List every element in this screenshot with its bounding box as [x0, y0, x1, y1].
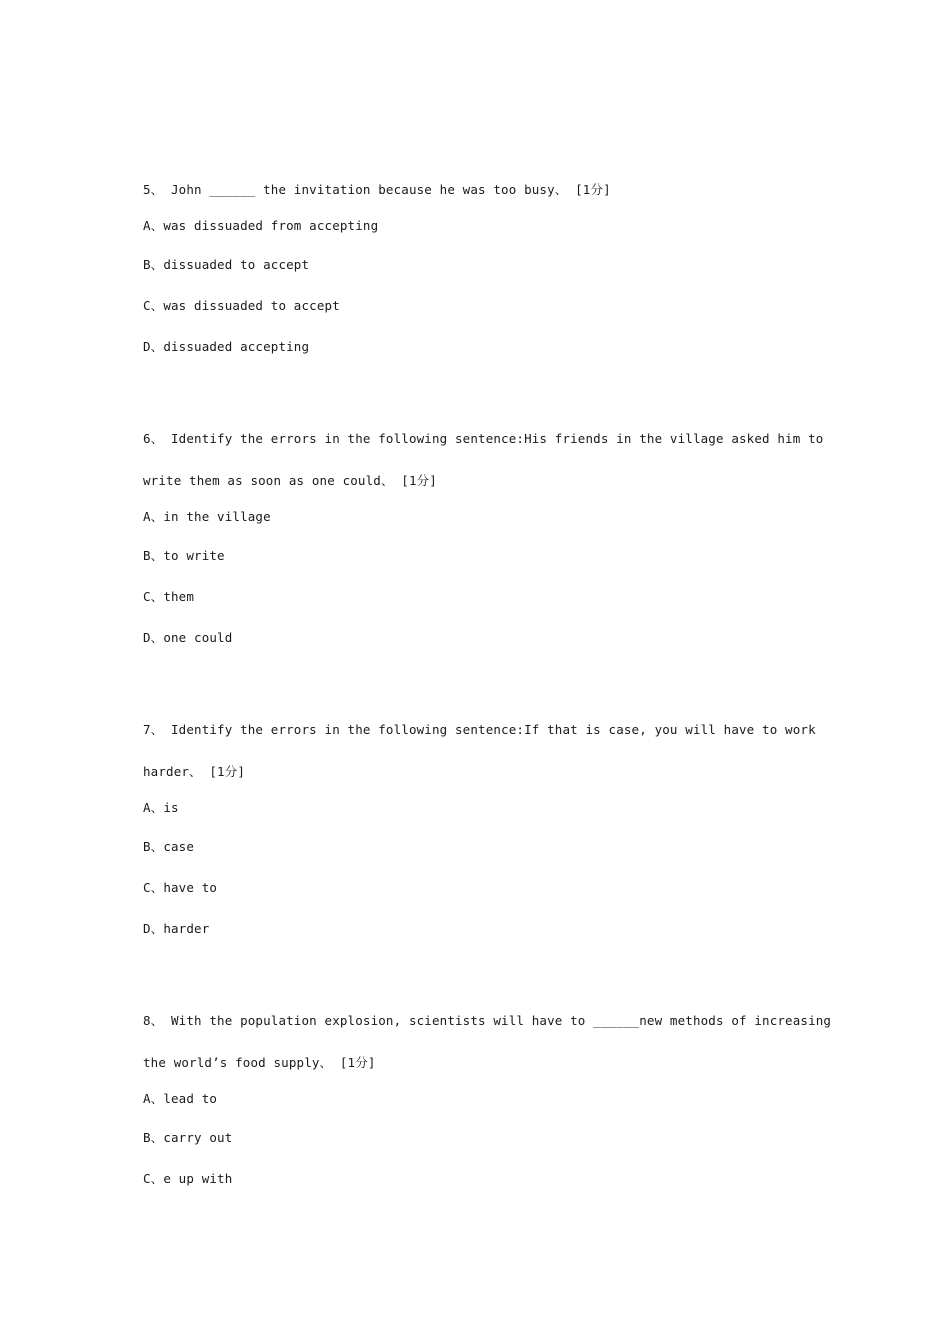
question-6-stem-line2: write them as soon as one could、 [1分] [143, 473, 437, 488]
question-8-option-b: B、carry out [143, 1130, 233, 1145]
question-6-option-b: B、to write [143, 548, 225, 563]
question-5-option-d: D、dissuaded accepting [143, 339, 310, 354]
question-6-option-a: A、in the village [143, 509, 271, 524]
question-7-stem-line1: 7、 Identify the errors in the following sentence:If that is case, you will have to work [143, 722, 816, 737]
question-8-stem-line2: the world’s food supply、 [1分] [143, 1055, 376, 1070]
question-7-stem-line2: harder、 [1分] [143, 764, 246, 779]
question-5-option-c: C、was dissuaded to accept [143, 298, 340, 313]
question-5-option-b: B、dissuaded to accept [143, 257, 310, 272]
question-7-option-d: D、harder [143, 921, 210, 936]
question-5-stem: 5、 John ______ the invitation because he was too busy、 [1分] [143, 182, 611, 197]
question-7-option-c: C、have to [143, 880, 218, 895]
question-7-option-b: B、case [143, 839, 195, 854]
question-6-option-c: C、them [143, 589, 195, 604]
question-6-option-d: D、one could [143, 630, 233, 645]
question-8-option-a: A、lead to [143, 1091, 218, 1106]
question-7-option-a: A、is [143, 800, 179, 815]
question-8-stem-line1: 8、 With the population explosion, scientists will have to ______new methods of increasing [143, 1013, 832, 1028]
question-8-option-c: C、e up with [143, 1171, 233, 1186]
question-6-stem-line1: 6、 Identify the errors in the following sentence:His friends in the village asked him to [143, 431, 824, 446]
question-5-option-a: A、was dissuaded from accepting [143, 218, 379, 233]
